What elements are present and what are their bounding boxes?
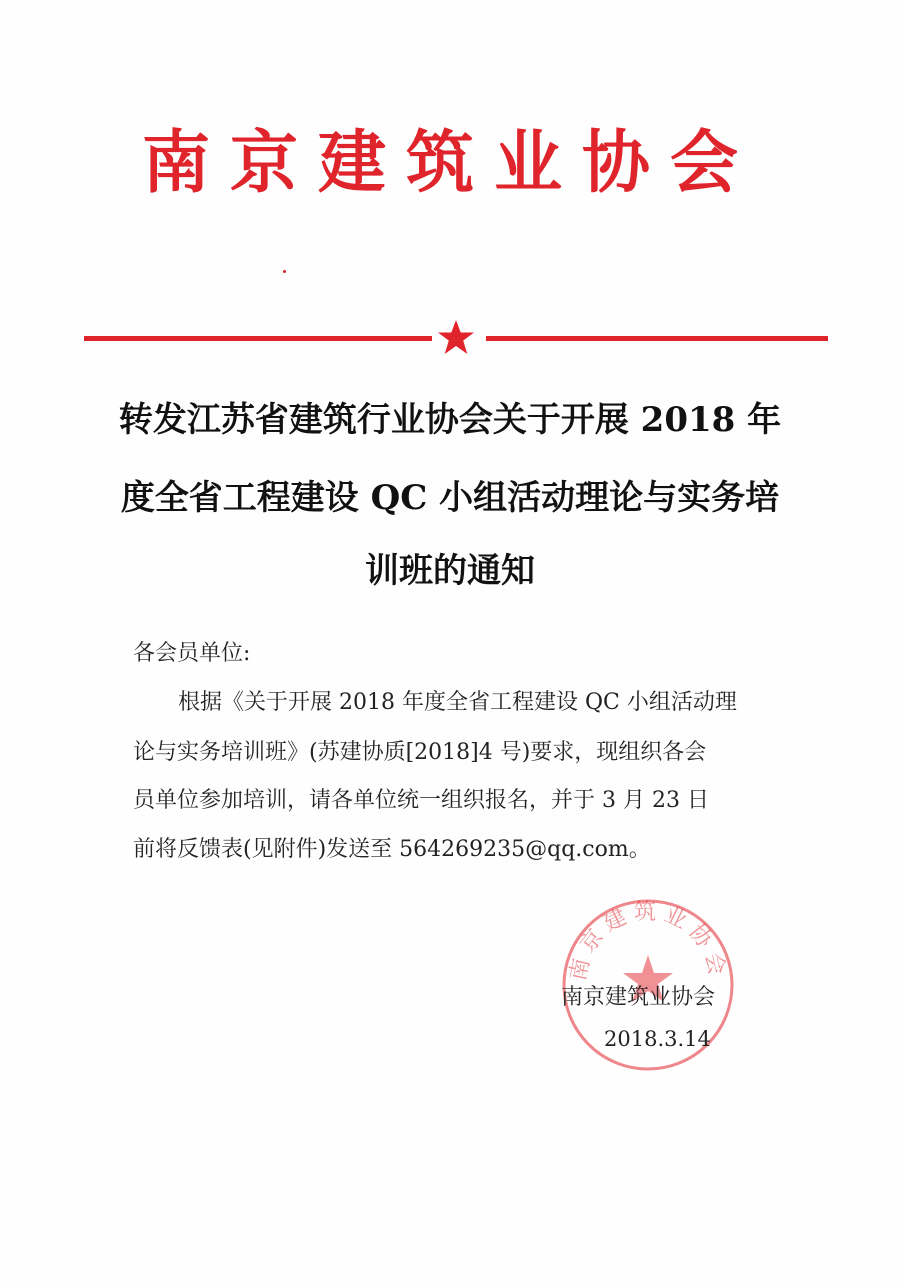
signature-organization: 南京建筑业协会 <box>561 985 716 1010</box>
header-divider-right <box>486 336 828 341</box>
body-text-line-3: 员单位参加培训，请各单位统一组织报名，并于 3 月 23 日 <box>133 788 709 813</box>
document-title-line-1: 转发江苏省建筑行业协会关于开展 2018 年 <box>118 400 782 440</box>
star-icon <box>436 318 476 358</box>
document-title-line-3: 训班的通知 <box>365 551 535 591</box>
ink-speck <box>283 270 286 273</box>
organization-header: 南京建筑业协会 <box>141 123 758 203</box>
signature-date: 2018.3.14 <box>604 1027 711 1051</box>
body-text-line-1: 根据《关于开展 2018 年度全省工程建设 QC 小组活动理 <box>178 690 737 715</box>
salutation: 各会员单位: <box>133 641 251 666</box>
document-title-line-2: 度全省工程建设 QC 小组活动理论与实务培 <box>120 478 780 518</box>
body-text-line-2: 论与实务培训班》(苏建协质[2018]4 号)要求，现组织各会 <box>133 740 707 765</box>
body-text-line-4: 前将反馈表(见附件)发送至 564269235@qq.com。 <box>133 837 651 862</box>
header-divider-left <box>84 336 432 341</box>
seal-text: 南京建筑业协会 <box>565 900 731 984</box>
